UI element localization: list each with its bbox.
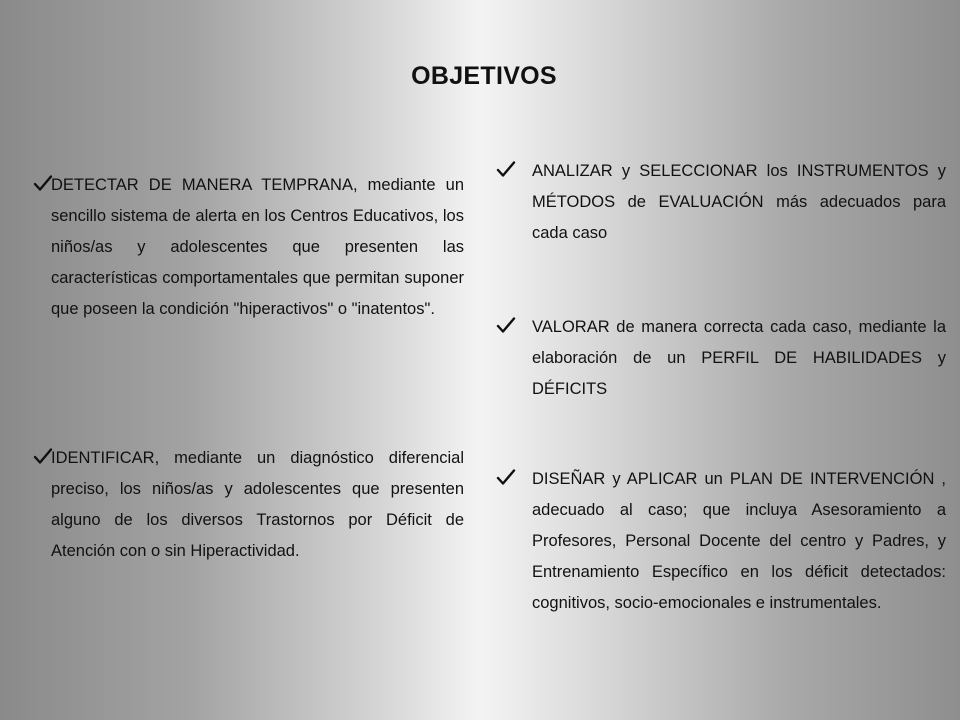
objective-item-analizar xyxy=(495,156,946,249)
objective-item-identificar xyxy=(32,443,464,567)
checkmark-icon xyxy=(32,445,54,467)
checkmark-icon xyxy=(495,314,517,336)
objective-text: IDENTIFICAR, mediante un diagnóstico diferencial preciso, los niños/as y adolescentes que presenten alguno de los diversos Trastornos por Déficit de Atención con o sin Hiperactividad. xyxy=(51,449,464,560)
checkmark-icon xyxy=(32,172,54,194)
objective-item-valorar xyxy=(495,312,946,405)
checkmark-icon xyxy=(495,466,517,488)
checkmark-icon xyxy=(495,158,517,180)
objective-text: VALORAR de manera correcta cada caso, mediante la elaboración de un PERFIL DE HABILIDADES y DÉFICITS xyxy=(532,318,946,398)
objective-text: DETECTAR DE MANERA TEMPRANA, mediante un sencillo sistema de alerta en los Centros Educativos, los niños/as y adolescentes que presenten las características comportamentales que permitan suponer que poseen la condición "hiperactivos" o "inatentos". xyxy=(51,176,464,318)
objective-text: DISEÑAR y APLICAR un PLAN DE INTERVENCIÓN , adecuado al caso; que incluya Asesoramiento a Profesores, Personal Docente del centro y Padres, y Entrenamiento Específico en los déficit detectados: cognitivos, socio-emocionales e instrumentales. xyxy=(532,470,946,612)
slide-title: OBJETIVOS xyxy=(411,62,557,90)
objective-text: ANALIZAR y SELECCIONAR los INSTRUMENTOS y MÉTODOS de EVALUACIÓN más adecuados para cada caso xyxy=(532,162,946,242)
objective-item-disenar xyxy=(495,464,946,619)
objective-item-detectar xyxy=(32,170,464,325)
